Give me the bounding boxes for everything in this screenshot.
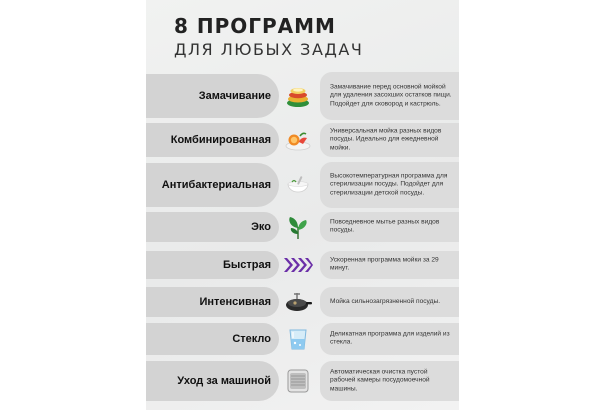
- fast-arrows-icon: [283, 250, 313, 280]
- program-pill: [146, 123, 279, 157]
- program-description-box: [320, 287, 459, 317]
- program-description-box: [320, 212, 459, 242]
- program-description: Замачивание перед основной мойкой для удаления засохших остатков пищи. Подойдет для сковород и кастрюль.: [330, 83, 452, 108]
- leaves-icon: [283, 212, 313, 242]
- program-description: Ускоренная программа мойки за 29 минут.: [330, 256, 439, 272]
- program-description-box: [320, 162, 459, 208]
- program-label: Эко: [251, 221, 271, 233]
- program-label: Быстрая: [222, 259, 271, 271]
- program-description-box: [320, 123, 459, 157]
- program-label: Стекло: [232, 333, 271, 345]
- program-description: Автоматическая очистка пустой рабочей камеры посудомоечной машины.: [330, 368, 430, 393]
- fruit-plate-icon: [283, 125, 313, 155]
- program-pill: [146, 323, 279, 355]
- program-label: Комбинированная: [170, 134, 271, 146]
- program-description: Универсальная мойка разных видов посуды. Идеально для ежедневной мойки.: [330, 127, 442, 152]
- page-title: 8 ПРОГРАММ: [174, 14, 336, 38]
- glass-icon: [283, 324, 313, 354]
- program-pill: [146, 287, 279, 317]
- bowls-icon: [283, 81, 313, 111]
- program-label: Антибактериальная: [161, 179, 271, 191]
- baby-bowl-icon: [283, 170, 313, 200]
- program-description: Деликатная программа для изделий из стекла.: [330, 330, 450, 346]
- program-pill: [146, 361, 279, 401]
- program-description-box: [320, 323, 459, 355]
- program-label: Уход за машиной: [177, 375, 271, 387]
- page-subtitle: ДЛЯ ЛЮБЫХ ЗАДАЧ: [174, 40, 364, 59]
- program-label: Замачивание: [198, 90, 271, 102]
- pan-icon: [283, 287, 313, 317]
- program-description-box: [320, 251, 459, 279]
- program-pill: [146, 74, 279, 118]
- program-description: Повседневное мытье разных видов посуды.: [330, 218, 440, 234]
- program-description: Высокотемпературная программа для стерилизации посуды. Подойдет для стерилизации детской посуды.: [330, 172, 448, 197]
- program-pill: [146, 212, 279, 242]
- program-pill: [146, 163, 279, 207]
- program-label: Интенсивная: [199, 296, 271, 308]
- dishwasher-drum-icon: [283, 366, 313, 396]
- program-description-box: [320, 72, 459, 120]
- program-description-box: [320, 361, 459, 401]
- program-description: Мойка сильнозагрязненной посуды.: [330, 297, 441, 305]
- program-pill: [146, 251, 279, 279]
